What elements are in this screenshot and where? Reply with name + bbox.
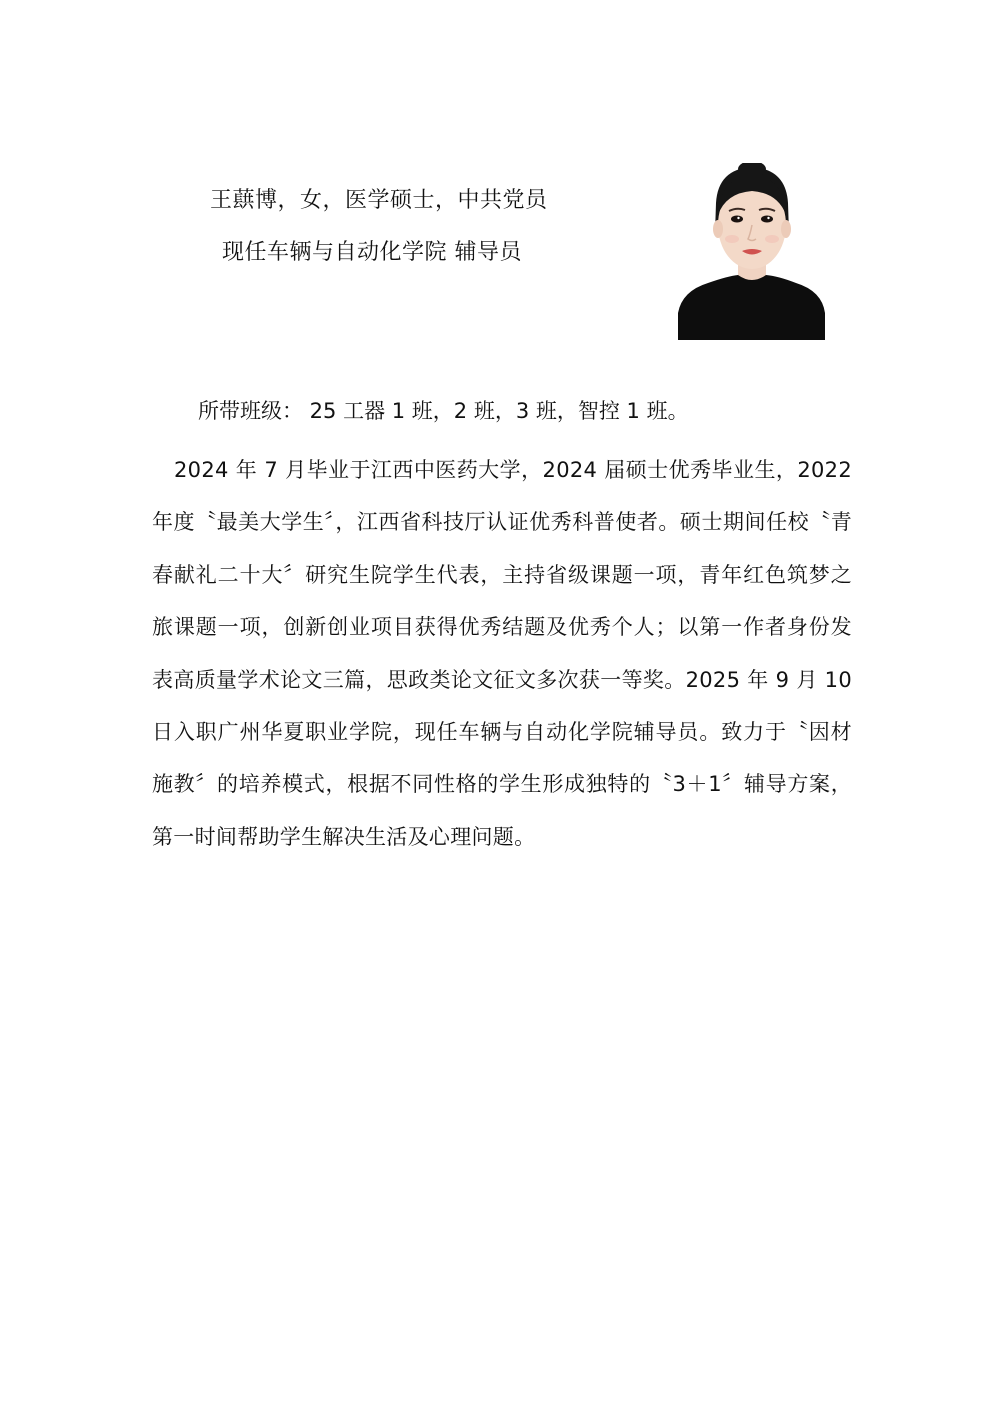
- biography-paragraph: 2024 年 7 月毕业于江西中医药大学，2024 届硕士优秀毕业生，2022 年度〝最美大学生〞，江西省科技厅认证优秀科普使者。硕士期间任校〝青春献礼二十大〞研究生院学生代表，主持省级课题一项，青年红色筑梦之旅课题一项，创新创业项目获得优秀结题及优秀个人；以第一作者身份发表高质量学术论文三篇，思政类论文征文多次获一等奖。2025 年 9 月 10 日入职广州华夏职业学院，现任车辆与自动化学院辅导员。致力于〝因材施教〞的培养模式，根据不同性格的学生形成独特的〝3＋1〞辅导方案，第一时间帮助学生解决生活及心理问题。: [152, 458, 852, 849]
- portrait-illustration: [678, 163, 825, 340]
- assigned-classes: 所带班级： 25 工器 1 班，2 班，3 班，智控 1 班。: [198, 399, 689, 423]
- right-eye: [761, 216, 773, 223]
- right-ear: [781, 220, 791, 238]
- profile-name-line: 王蕻博，女，医学硕士，中共党员: [210, 188, 548, 213]
- shirt: [678, 275, 825, 340]
- left-ear: [713, 220, 723, 238]
- profile-position-line: 现任车辆与自动化学院 辅导员: [222, 240, 522, 265]
- profile-photo: [678, 163, 825, 340]
- left-eye: [731, 216, 743, 223]
